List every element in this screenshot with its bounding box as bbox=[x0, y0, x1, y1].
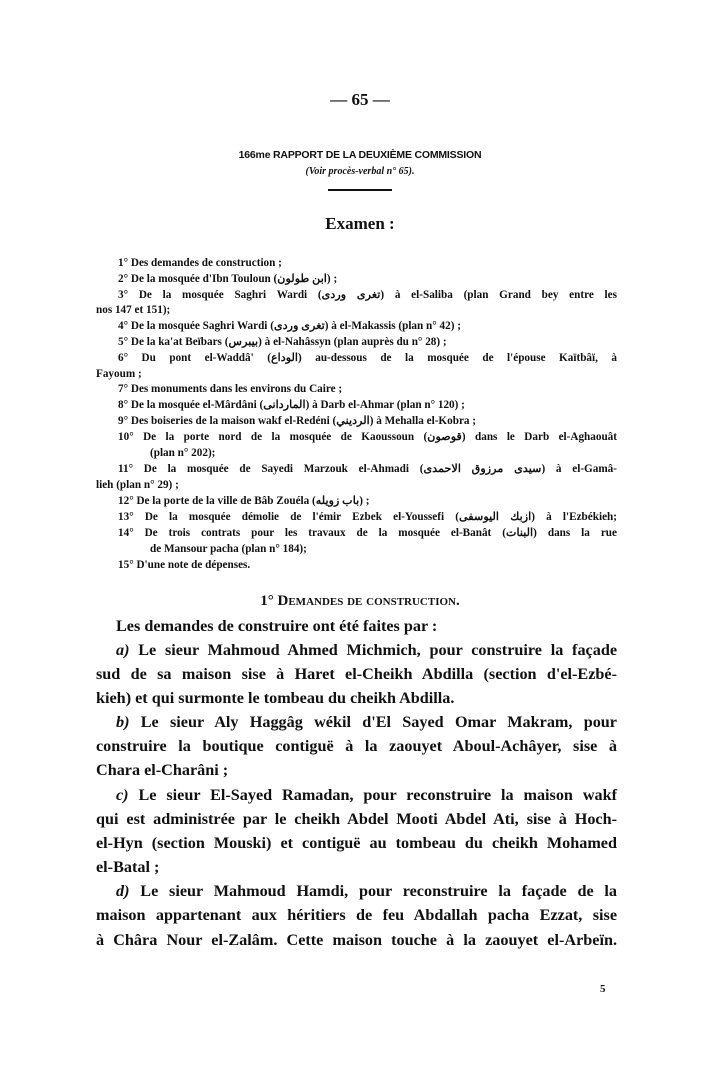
paragraph-line: Le sieur Mahmoud Hamdi, pour reconstruire la façade de la bbox=[140, 882, 618, 900]
report-title: 166me RAPPORT DE LA DEUXIÈME COMMISSION bbox=[238, 149, 482, 161]
list-item-continuation: (plan n° 202); bbox=[150, 447, 216, 459]
section-heading bbox=[0, 592, 720, 610]
list-item: 11° De la mosquée de Sayedi Marzouk el-Ahmadi (سيدى مرزوق الاحمدى) à el-Gamâ- bbox=[118, 463, 617, 475]
folio-number: 5 bbox=[600, 983, 606, 995]
list-item: 2° De la mosquée d'Ibn Touloun (ابن طولون) ; bbox=[118, 273, 338, 285]
list-item-continuation: de Mansour pacha (plan n° 184); bbox=[150, 543, 307, 555]
list-item: 3° De la mosquée Saghri Wardi (تغرى وردى) à el-Saliba (plan Grand bey entre les bbox=[118, 289, 617, 301]
paragraph-line: kieh) et qui surmonte le tombeau du cheikh Abdilla. bbox=[96, 689, 455, 707]
section-number: 1° bbox=[260, 593, 274, 609]
examen-heading: Examen : bbox=[325, 214, 395, 233]
paragraph-line: Le sieur Aly Haggâg wékil d'El Sayed Omar Makram, pour bbox=[140, 713, 617, 731]
list-item: 1° Des demandes de construction ; bbox=[118, 257, 282, 269]
list-item: 6° Du pont el-Waddâ' (الوداع) au-dessous de la mosquée de l'épouse Kaïtbâï, à bbox=[118, 352, 617, 364]
report-subtitle: (Voir procès-verbal n° 65). bbox=[305, 166, 415, 177]
list-item-continuation: lieh (plan n° 29) ; bbox=[96, 479, 179, 491]
list-item: 5° De la ka'at Beïbars (بيبرس) à el-Nahâssyn (plan auprès du n° 28) ; bbox=[118, 336, 447, 348]
page-number: — 65 — bbox=[330, 90, 390, 109]
divider bbox=[328, 189, 392, 191]
list-item: 12° De la porte de la ville de Bâb Zouéla (باب زويله) ; bbox=[118, 495, 370, 507]
paragraph-line: maison appartenant aux héritiers de feu Abdallah pacha Ezzat, sise bbox=[96, 906, 617, 924]
section-title: Demandes de construction. bbox=[277, 593, 460, 609]
paragraph-line: construire la boutique contiguë à la zaouyet Aboul-Achâyer, sise à bbox=[96, 737, 617, 755]
paragraph-label: a) bbox=[116, 641, 130, 659]
paragraph-line: qui est administrée par le cheikh Abdel Mooti Abdel Ati, sise à Hoch- bbox=[96, 810, 617, 828]
list-item-continuation: nos 147 et 151); bbox=[96, 304, 171, 316]
paragraph-label: c) bbox=[116, 786, 129, 804]
list-item: 7° Des monuments dans les environs du Caire ; bbox=[118, 383, 343, 395]
paragraph-line: el-Hyn (section Mouski) et contiguë au tombeau du cheikh Mohamed bbox=[96, 834, 617, 852]
list-item-continuation: Fayoum ; bbox=[96, 368, 142, 380]
paragraph-d bbox=[116, 881, 617, 901]
paragraph-label: b) bbox=[116, 713, 130, 731]
paragraph-line: Le sieur Mahmoud Ahmed Michmich, pour construire la façade bbox=[138, 641, 618, 659]
paragraph-line: Le sieur El-Sayed Ramadan, pour reconstruire la maison wakf bbox=[138, 786, 617, 804]
list-item: 15° D'une note de dépenses. bbox=[118, 559, 251, 571]
paragraph-label: d) bbox=[116, 882, 130, 900]
paragraph-line: Chara el-Charâni ; bbox=[96, 761, 229, 779]
list-item: 4° De la mosquée Saghri Wardi (تغرى وردى) à el-Makassis (plan n° 42) ; bbox=[118, 320, 461, 332]
body-intro: Les demandes de construire ont été faites par : bbox=[116, 617, 438, 635]
paragraph-a bbox=[116, 640, 617, 660]
paragraph-line: el-Batal ; bbox=[96, 858, 160, 876]
paragraph-line: à Châra Nour el-Zalâm. Cette maison touche à la zaouyet el-Arbeïn. bbox=[96, 931, 617, 949]
list-item: 8° De la mosquée el-Mârdâni (الماردانى) à Darb el-Ahmar (plan n° 120) ; bbox=[118, 399, 465, 411]
paragraph-c bbox=[116, 785, 617, 805]
list-item: 10° De la porte nord de la mosquée de Kaoussoun (قوصون) dans le Darb el-Aghaouât bbox=[118, 431, 617, 443]
list-item: 13° De la mosquée démolie de l'émir Ezbek el-Youssefi (ازبك اليوسفى) à l'Ezbékieh; bbox=[118, 511, 617, 523]
paragraph-line: sud de sa maison sise à Haret el-Cheikh Abdilla (section d'el-Ezbé- bbox=[96, 665, 617, 683]
list-item: 14° De trois contrats pour les travaux de la mosquée el-Banât (البنات) dans la rue bbox=[118, 527, 617, 539]
paragraph-b bbox=[116, 712, 617, 732]
list-item: 9° Des boiseries de la maison wakf el-Redéni (الرديني) à Mehalla el-Kobra ; bbox=[118, 415, 477, 427]
